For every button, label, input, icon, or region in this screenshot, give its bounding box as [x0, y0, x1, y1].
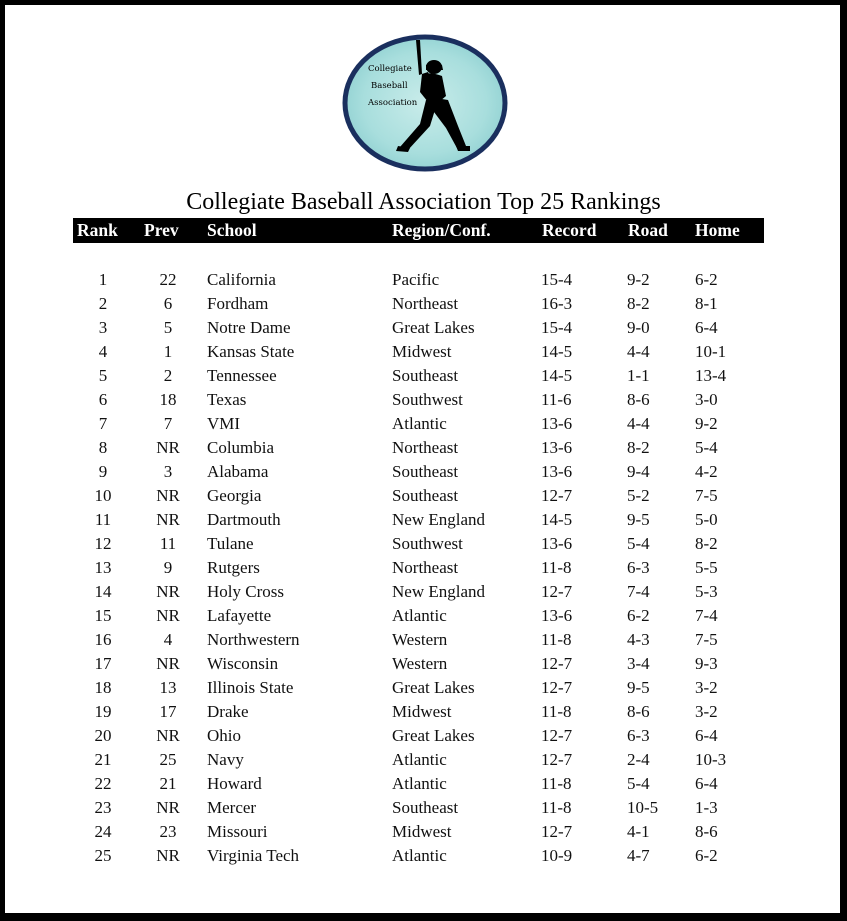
logo-text-line2: Baseball [371, 81, 408, 91]
cell-prev: NR [156, 438, 180, 457]
cell-record: 12-7 [541, 582, 573, 601]
cell-record: 14-5 [541, 366, 573, 385]
cell-road: 10-5 [627, 798, 659, 817]
cell-region: Southwest [392, 534, 463, 553]
cell-school: Rutgers [207, 558, 260, 577]
cell-record: 15-4 [541, 270, 573, 289]
cell-rank: 12 [94, 534, 112, 553]
cell-prev: 3 [163, 462, 173, 481]
cell-home: 8-6 [695, 822, 718, 841]
table-row [0, 676, 847, 700]
cell-region: Southeast [392, 366, 459, 385]
cell-region: Atlantic [392, 414, 447, 433]
cell-prev: NR [156, 510, 180, 529]
cell-region: Midwest [392, 702, 452, 721]
logo-badge [342, 34, 508, 172]
cell-home: 4-2 [695, 462, 718, 481]
cell-rank: 15 [94, 606, 112, 625]
cell-home: 6-2 [695, 270, 718, 289]
cell-region: Northeast [392, 294, 459, 313]
cell-rank: 16 [94, 630, 112, 649]
cell-road: 2-4 [627, 750, 650, 769]
table-row [0, 340, 847, 364]
cell-school: Fordham [207, 294, 269, 313]
cell-record: 12-7 [541, 678, 573, 697]
cell-record: 14-5 [541, 342, 573, 361]
table-row [0, 820, 847, 844]
cell-rank: 11 [94, 510, 112, 529]
cell-rank: 5 [98, 366, 108, 385]
cell-road: 4-7 [627, 846, 650, 865]
cell-region: Southeast [392, 798, 459, 817]
cell-record: 11-8 [541, 798, 572, 817]
cell-road: 6-3 [627, 726, 650, 745]
table-row [0, 748, 847, 772]
table-row [0, 796, 847, 820]
cell-school: Texas [207, 390, 247, 409]
cell-rank: 21 [94, 750, 112, 769]
cell-home: 3-2 [695, 702, 718, 721]
cell-record: 12-7 [541, 486, 573, 505]
cell-road: 4-1 [627, 822, 650, 841]
cell-home: 13-4 [695, 366, 727, 385]
table-row [0, 604, 847, 628]
cell-prev: 13 [159, 678, 177, 697]
table-row [0, 508, 847, 532]
cell-rank: 2 [98, 294, 108, 313]
table-row [0, 724, 847, 748]
cell-rank: 9 [98, 462, 108, 481]
cell-region: Western [392, 654, 448, 673]
cell-region: Southeast [392, 462, 459, 481]
cell-region: New England [392, 582, 486, 601]
cell-prev: 23 [159, 822, 177, 841]
cell-rank: 18 [94, 678, 112, 697]
cell-rank: 4 [98, 342, 108, 361]
cell-record: 10-9 [541, 846, 573, 865]
table-row [0, 268, 847, 292]
cell-rank: 3 [98, 318, 108, 337]
cell-prev: 11 [159, 534, 177, 553]
cell-prev: 5 [163, 318, 173, 337]
cell-prev: 4 [163, 630, 173, 649]
table-row [0, 388, 847, 412]
cell-school: Notre Dame [207, 318, 291, 337]
header-rank: Rank [77, 220, 118, 240]
cell-record: 11-8 [541, 558, 572, 577]
cell-road: 9-4 [627, 462, 650, 481]
cell-home: 10-3 [695, 750, 727, 769]
cell-prev: 7 [163, 414, 173, 433]
table-row [0, 628, 847, 652]
cell-record: 13-6 [541, 438, 573, 457]
cell-road: 9-2 [627, 270, 650, 289]
cell-road: 4-4 [627, 342, 650, 361]
cell-record: 13-6 [541, 414, 573, 433]
cell-school: Missouri [207, 822, 268, 841]
cell-road: 9-5 [627, 678, 650, 697]
cell-road: 8-2 [627, 438, 650, 457]
rankings-table-body [0, 268, 847, 868]
cell-record: 11-8 [541, 702, 572, 721]
cell-home: 3-0 [695, 390, 718, 409]
cell-record: 13-6 [541, 534, 573, 553]
cell-prev: 21 [159, 774, 177, 793]
cell-home: 7-4 [695, 606, 718, 625]
cell-prev: NR [156, 726, 180, 745]
cell-road: 1-1 [627, 366, 650, 385]
cell-road: 3-4 [627, 654, 650, 673]
cell-school: Navy [207, 750, 244, 769]
cell-home: 5-3 [695, 582, 718, 601]
cell-record: 13-6 [541, 462, 573, 481]
cell-home: 7-5 [695, 630, 718, 649]
table-row [0, 436, 847, 460]
cell-record: 15-4 [541, 318, 573, 337]
cell-school: Drake [207, 702, 249, 721]
cell-road: 9-5 [627, 510, 650, 529]
cell-school: Lafayette [207, 606, 272, 625]
cell-school: Wisconsin [207, 654, 279, 673]
cell-school: Northwestern [207, 630, 300, 649]
cell-region: Southeast [392, 486, 459, 505]
cell-home: 6-4 [695, 318, 718, 337]
cell-prev: NR [156, 486, 180, 505]
cell-home: 5-0 [695, 510, 718, 529]
cell-home: 6-2 [695, 846, 718, 865]
cell-road: 4-4 [627, 414, 650, 433]
cell-road: 7-4 [627, 582, 650, 601]
cell-road: 9-0 [627, 318, 650, 337]
cell-home: 3-2 [695, 678, 718, 697]
cell-school: Tennessee [207, 366, 277, 385]
cell-prev: 2 [163, 366, 173, 385]
association-logo [342, 34, 508, 172]
header-prev: Prev [144, 220, 179, 240]
cell-rank: 8 [98, 438, 108, 457]
cell-prev: 17 [159, 702, 177, 721]
cell-school: Tulane [207, 534, 254, 553]
cell-home: 6-4 [695, 774, 718, 793]
cell-record: 11-6 [541, 390, 572, 409]
table-row [0, 580, 847, 604]
cell-prev: NR [156, 846, 180, 865]
header-record: Record [542, 220, 597, 240]
cell-rank: 10 [94, 486, 112, 505]
cell-rank: 20 [94, 726, 112, 745]
cell-rank: 22 [94, 774, 112, 793]
cell-rank: 24 [94, 822, 112, 841]
cell-school: Dartmouth [207, 510, 281, 529]
cell-school: Mercer [207, 798, 257, 817]
cell-home: 9-3 [695, 654, 718, 673]
cell-region: Midwest [392, 822, 452, 841]
cell-rank: 14 [94, 582, 112, 601]
cell-region: Great Lakes [392, 318, 475, 337]
cell-region: Atlantic [392, 846, 447, 865]
cell-home: 5-4 [695, 438, 718, 457]
cell-school: Kansas State [207, 342, 295, 361]
cell-prev: NR [156, 582, 180, 601]
cell-school: Illinois State [207, 678, 294, 697]
cell-school: Columbia [207, 438, 275, 457]
cell-region: Northeast [392, 558, 459, 577]
cell-prev: 18 [159, 390, 177, 409]
cell-road: 8-6 [627, 390, 650, 409]
cell-home: 8-1 [695, 294, 718, 313]
cell-region: Atlantic [392, 774, 447, 793]
cell-school: California [207, 270, 276, 289]
table-row [0, 412, 847, 436]
cell-home: 5-5 [695, 558, 718, 577]
cell-record: 12-7 [541, 750, 573, 769]
cell-record: 11-8 [541, 774, 572, 793]
cell-record: 12-7 [541, 654, 573, 673]
cell-record: 13-6 [541, 606, 573, 625]
cell-home: 10-1 [695, 342, 727, 361]
cell-road: 6-3 [627, 558, 650, 577]
cell-record: 11-8 [541, 630, 572, 649]
cell-prev: 9 [163, 558, 173, 577]
table-row [0, 556, 847, 580]
cell-rank: 13 [94, 558, 112, 577]
table-row [0, 460, 847, 484]
table-row [0, 652, 847, 676]
cell-prev: 22 [159, 270, 177, 289]
cell-school: Howard [207, 774, 262, 793]
cell-region: Midwest [392, 342, 452, 361]
table-row [0, 844, 847, 868]
cell-prev: NR [156, 654, 180, 673]
cell-rank: 1 [98, 270, 108, 289]
header-region: Region/Conf. [392, 220, 491, 240]
cell-region: Atlantic [392, 606, 447, 625]
cell-road: 5-4 [627, 774, 650, 793]
cell-rank: 23 [94, 798, 112, 817]
cell-prev: 25 [159, 750, 177, 769]
table-row [0, 292, 847, 316]
table-row [0, 484, 847, 508]
cell-school: Holy Cross [207, 582, 284, 601]
cell-rank: 6 [98, 390, 108, 409]
cell-rank: 17 [94, 654, 112, 673]
cell-rank: 19 [94, 702, 112, 721]
cell-road: 5-2 [627, 486, 650, 505]
cell-region: Great Lakes [392, 726, 475, 745]
cell-school: Ohio [207, 726, 241, 745]
table-row [0, 772, 847, 796]
cell-road: 8-6 [627, 702, 650, 721]
cell-road: 4-3 [627, 630, 650, 649]
table-row [0, 532, 847, 556]
cell-prev: 1 [163, 342, 173, 361]
cell-prev: 6 [163, 294, 173, 313]
table-row [0, 316, 847, 340]
cell-rank: 25 [94, 846, 112, 865]
cell-home: 9-2 [695, 414, 718, 433]
page-title: Collegiate Baseball Association Top 25 Rankings [186, 189, 661, 215]
cell-school: Virginia Tech [207, 846, 300, 865]
cell-region: Southwest [392, 390, 463, 409]
logo-text-line1: Collegiate [368, 64, 412, 74]
cell-region: Great Lakes [392, 678, 475, 697]
cell-region: New England [392, 510, 486, 529]
cell-region: Northeast [392, 438, 459, 457]
cell-record: 14-5 [541, 510, 573, 529]
table-row [0, 364, 847, 388]
cell-home: 1-3 [695, 798, 718, 817]
cell-school: Alabama [207, 462, 269, 481]
table-header [73, 218, 764, 243]
header-school: School [207, 220, 257, 240]
cell-home: 8-2 [695, 534, 718, 553]
cell-region: Atlantic [392, 750, 447, 769]
cell-region: Western [392, 630, 448, 649]
logo-text-line3: Association [368, 98, 418, 108]
cell-record: 12-7 [541, 726, 573, 745]
cell-school: VMI [207, 414, 241, 433]
header-home: Home [695, 220, 740, 240]
header-road: Road [628, 220, 668, 240]
cell-prev: NR [156, 606, 180, 625]
cell-home: 6-4 [695, 726, 718, 745]
cell-record: 16-3 [541, 294, 573, 313]
cell-road: 8-2 [627, 294, 650, 313]
cell-road: 6-2 [627, 606, 650, 625]
cell-region: Pacific [392, 270, 440, 289]
cell-home: 7-5 [695, 486, 718, 505]
cell-prev: NR [156, 798, 180, 817]
cell-rank: 7 [98, 414, 108, 433]
table-row [0, 700, 847, 724]
cell-record: 12-7 [541, 822, 573, 841]
cell-road: 5-4 [627, 534, 650, 553]
cell-school: Georgia [207, 486, 262, 505]
